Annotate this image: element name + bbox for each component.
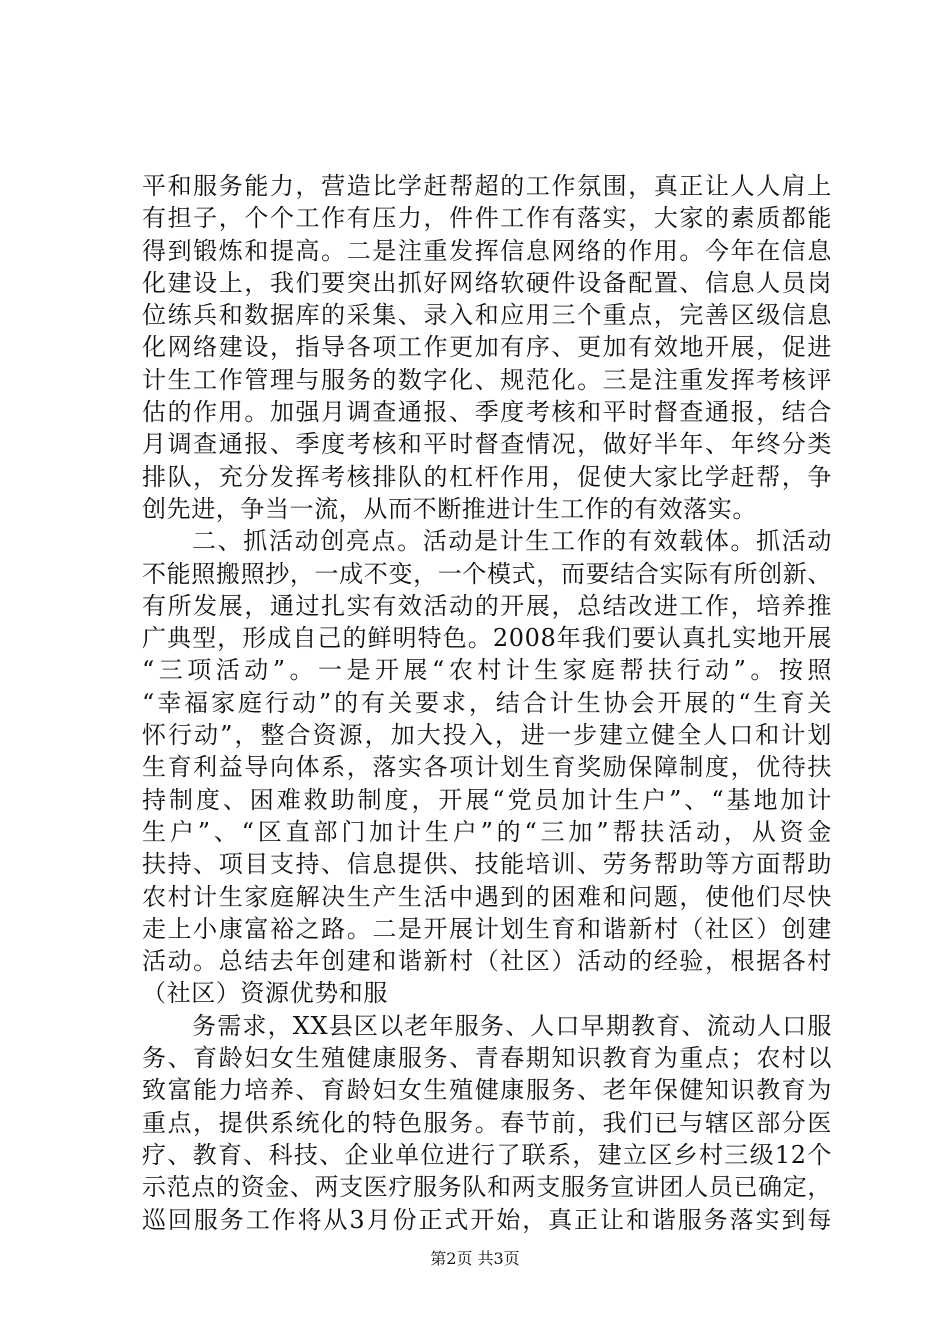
text-line: 持制度、困难救助制度，开展“党员加计生户”、“基地加计 (142, 785, 832, 814)
text-line: 创先进，争当一流，从而不断推进计生工作的有效落实。 (142, 494, 757, 523)
text-line: 估的作用。加强月调查通报、季度考核和平时督查通报，结合 (142, 398, 832, 427)
text-line: 化建设上，我们要突出抓好网络软硬件设备配置、信息人员岗 (142, 268, 832, 297)
text-line: 排队，充分发挥考核排队的杠杆作用，促使大家比学赶帮，争 (142, 462, 832, 491)
text-line: 计生工作管理与服务的数字化、规范化。三是注重发挥考核评 (142, 365, 832, 394)
text-line: 化网络建设，指导各项工作更加有序、更加有效地开展，促进 (142, 333, 832, 362)
body-text (142, 170, 832, 1236)
text-line: 有担子，个个工作有压力，件件工作有落实，大家的素质都能 (142, 204, 832, 233)
text-line: 有所发展，通过扎实有效活动的开展，总结改进工作，培养推 (142, 591, 832, 620)
paragraph-3 (142, 1010, 832, 1236)
text-line: 二、抓活动创亮点。活动是计生工作的有效载体。抓活动 (192, 527, 832, 556)
paragraph-2 (142, 525, 832, 1009)
text-line: 示范点的资金、两支医疗服务队和两支服务宣讲团人员已确定， (142, 1173, 832, 1202)
text-line: 致富能力培养、育龄妇女生殖健康服务、老年保健知识教育为 (142, 1076, 832, 1105)
text-line: 走上小康富裕之路。二是开展计划生育和谐新村（社区）创建 (142, 914, 832, 943)
paragraph-1 (142, 170, 832, 525)
text-line: 重点，提供系统化的特色服务。春节前，我们已与辖区部分医 (142, 1108, 832, 1137)
text-line: 平和服务能力，营造比学赶帮超的工作氛围，真正让人人肩上 (142, 172, 832, 200)
text-line: 位练兵和数据库的采集、录入和应用三个重点，完善区级信息 (142, 301, 832, 330)
text-line: 活动。总结去年创建和谐新村（社区）活动的经验，根据各村 (142, 947, 832, 976)
text-line: 生户”、“区直部门加计生户”的“三加”帮扶活动，从资金 (142, 817, 832, 846)
text-line: 怀行动”，整合资源，加大投入，进一步建立健全人口和计划 (142, 721, 832, 750)
text-line: 农村计生家庭解决生产生活中遇到的困难和问题，使他们尽快 (142, 882, 832, 911)
text-line: 务需求，XX县区以老年服务、人口早期教育、流动人口服 (192, 1011, 832, 1040)
text-line: 不能照搬照抄，一成不变，一个模式，而要结合实际有所创新、 (142, 559, 832, 588)
text-line: 巡回服务工作将从3月份正式开始，真正让和谐服务落实到每 (142, 1205, 832, 1234)
text-line: 月调查通报、季度考核和平时督查情况，做好半年、年终分类 (142, 430, 832, 459)
text-line: 务、育龄妇女生殖健康服务、青春期知识教育为重点；农村以 (142, 1044, 832, 1073)
text-line: 广典型，形成自己的鲜明特色。2008年我们要认真扎实地开展 (142, 624, 832, 653)
text-line: “幸福家庭行动”的有关要求，结合计生协会开展的“生育关 (142, 688, 832, 717)
text-line: “三项活动”。一是开展“农村计生家庭帮扶行动”。按照 (142, 656, 832, 685)
text-line: 生育利益导向体系，落实各项计划生育奖励保障制度，优待扶 (142, 753, 832, 782)
text-line: （社区）资源优势和服 (142, 979, 388, 1008)
text-line: 扶持、项目支持、信息提供、技能培训、劳务帮助等方面帮助 (142, 850, 832, 879)
text-line: 疗、教育、科技、企业单位进行了联系，建立区乡村三级12个 (142, 1140, 832, 1169)
text-line: 得到锻炼和提高。二是注重发挥信息网络的作用。今年在信息 (142, 236, 832, 265)
page-number-footer: 第2页 共3页 (430, 1249, 520, 1268)
